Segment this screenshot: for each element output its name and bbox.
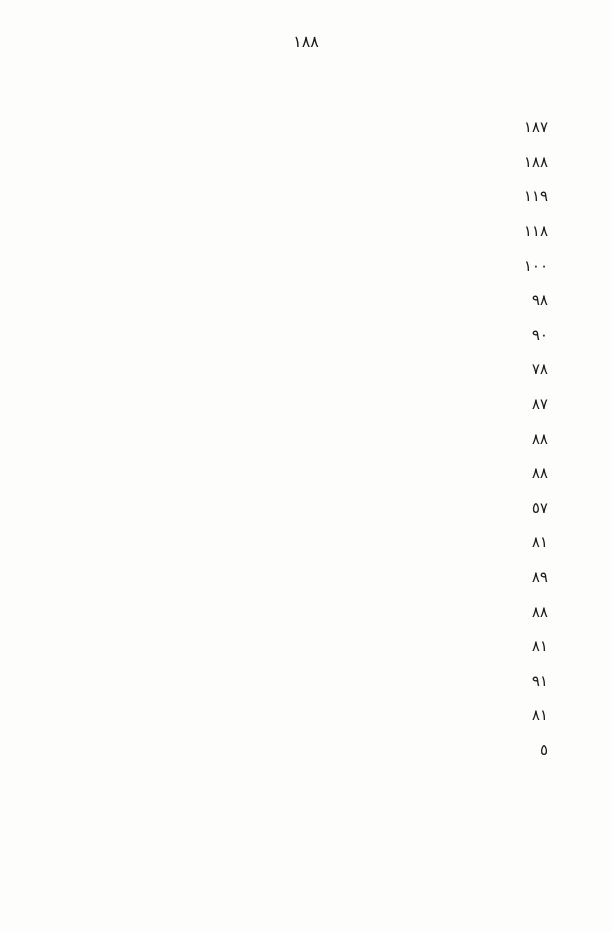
toc-entry <box>40 525 548 560</box>
table-of-contents <box>40 110 548 767</box>
toc-entry <box>40 283 548 318</box>
toc-entry-page: ٩٨ <box>531 291 548 310</box>
toc-entry-page: ١١٩ <box>523 187 548 206</box>
toc-entry-page: ٨٩ <box>531 568 548 587</box>
toc-entry-page: ٨٨ <box>531 464 548 483</box>
toc-entry-page: ١٨٧ <box>523 118 548 137</box>
toc-entry <box>40 387 548 422</box>
toc-entry <box>40 318 548 353</box>
toc-entry <box>40 491 548 526</box>
toc-entry <box>40 214 548 249</box>
toc-entry <box>40 248 548 283</box>
toc-entry <box>40 179 548 214</box>
page-number: ١٨٨ <box>293 32 319 51</box>
toc-entry <box>40 456 548 491</box>
toc-entry-page: ٨٨ <box>531 429 548 448</box>
toc-entry-page: ٨٨ <box>531 602 548 621</box>
toc-entry <box>40 145 548 180</box>
toc-entry-page: ٨٧ <box>531 395 548 414</box>
toc-entry-page: ٨١ <box>531 706 548 725</box>
toc-entry <box>40 594 548 629</box>
toc-entry-page: ٨١ <box>531 637 548 656</box>
toc-entry <box>40 560 548 595</box>
toc-entry <box>40 352 548 387</box>
toc-entry <box>40 110 548 145</box>
toc-entry-page: ٩١ <box>531 671 548 690</box>
toc-entry <box>40 421 548 456</box>
toc-entry-page: ١٨٨ <box>523 152 548 171</box>
toc-entry-page: ٥٧ <box>531 498 548 517</box>
toc-entry-page: ١٠٠ <box>523 256 548 275</box>
toc-entry <box>40 733 548 768</box>
toc-entry <box>40 664 548 699</box>
toc-entry-page: ٥ <box>539 740 548 759</box>
toc-entry-page: ١١٨ <box>523 222 548 241</box>
toc-entry-page: ٩٠ <box>531 325 548 344</box>
toc-entry-page: ٨١ <box>531 533 548 552</box>
toc-entry <box>40 698 548 733</box>
toc-entry-page: ٧٨ <box>531 360 548 379</box>
toc-entry <box>40 629 548 664</box>
